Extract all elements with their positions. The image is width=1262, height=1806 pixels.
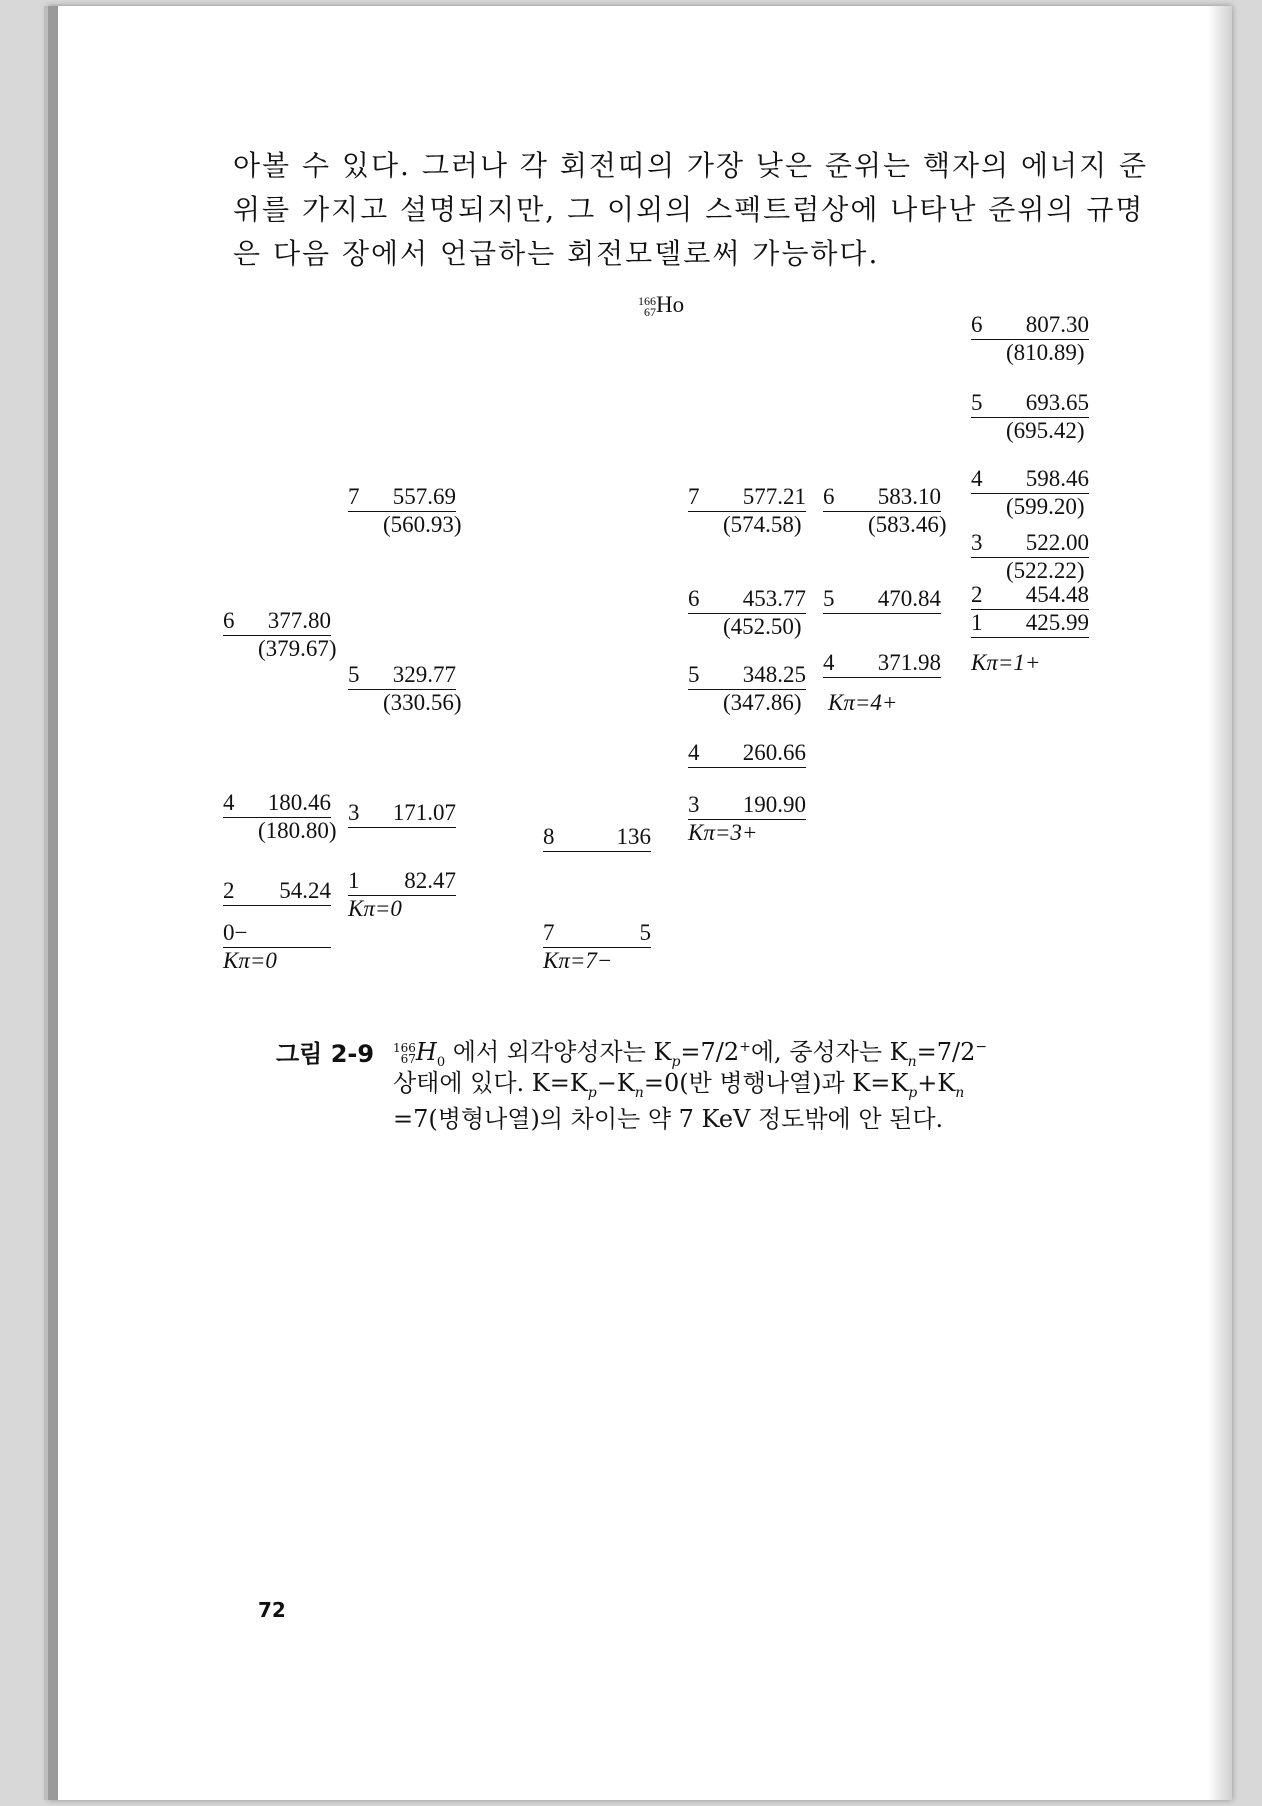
level-b6-1: 1 425.99 — [971, 610, 1089, 638]
calc-b6-5: (695.42) — [1006, 418, 1085, 443]
level-b4-3: 3 190.90 — [688, 792, 806, 820]
nucleus-label — [638, 292, 684, 318]
level-b1-6: 6 377.80 — [223, 608, 331, 636]
calc-b1-6: (379.67) — [258, 636, 337, 661]
level-b4-6: 6 453.77 — [688, 586, 806, 614]
level-b4-7: 7 577.21 — [688, 484, 806, 512]
calc-b6-6: (810.89) — [1006, 340, 1085, 365]
level-b2-5: 5 329.77 — [348, 662, 456, 690]
calc-b4-5: (347.86) — [723, 690, 802, 715]
level-b6-6: 6 807.30 — [971, 312, 1089, 340]
calc-b5-6: (583.46) — [868, 512, 947, 537]
body-line-2: 위를 가지고 설명되지만, 그 이외의 스펙트럼상에 나타난 준위의 규명 — [233, 193, 1145, 226]
level-b2-3: 3 171.07 — [348, 800, 456, 828]
level-b5-4: 4 371.98 — [823, 650, 941, 678]
kpi-b1: Kπ=0 — [223, 948, 277, 973]
calc-b1-4: (180.80) — [258, 818, 337, 843]
level-b3-8: 8 136 — [543, 824, 651, 852]
level-b1-0: 0− — [223, 920, 331, 948]
nucleus-z: 67 — [644, 304, 656, 319]
page-number: 72 — [258, 1598, 286, 1622]
level-b2-1: 1 82.47 — [348, 868, 456, 896]
page-spine-shadow — [48, 6, 58, 1800]
level-b2-7: 7 557.69 — [348, 484, 456, 512]
kpi-b2: Kπ=0 — [348, 896, 402, 921]
caption-line-1: 166 67 $H_0$ 에서 외각양성자는 $K_p=7/2^+$에, 중성자는 $K_n=7/2^-$ — [393, 1038, 988, 1070]
figure-label: 그림 2-9 — [276, 1040, 375, 1068]
calc-b2-5: (330.56) — [383, 690, 462, 715]
level-b4-5: 5 348.25 — [688, 662, 806, 690]
caption-line-2: 상태에 있다. $K=K_p-K_n=0$(반 병행나열)과 $K=K_p+K_n$ — [393, 1069, 965, 1101]
nucleus-symbol: Ho — [656, 292, 685, 317]
page-edge — [1208, 6, 1232, 1800]
level-b1-4: 4 180.46 — [223, 790, 331, 818]
level-b5-5: 5 470.84 — [823, 586, 941, 614]
body-line-3: 은 다음 장에서 언급하는 회전모델로써 가능하다. — [233, 237, 880, 270]
level-b1-2: 2 54.24 — [223, 878, 331, 906]
kpi-b6: Kπ=1+ — [971, 650, 1041, 675]
level-b4-4: 4 260.66 — [688, 740, 806, 768]
nucleus-mass: 166 — [638, 293, 656, 308]
level-b3-7: 7 5 — [543, 920, 651, 948]
kpi-b3: Kπ=7− — [543, 948, 613, 973]
book-page — [48, 6, 1232, 1800]
level-b5-6: 6 583.10 — [823, 484, 941, 512]
calc-b2-7: (560.93) — [383, 512, 462, 537]
level-b6-2: 2 454.48 — [971, 582, 1089, 610]
level-b6-4: 4 598.46 — [971, 466, 1089, 494]
caption-line-3: =7(병형나열)의 차이는 약 7 KeV 정도밖에 안 된다. — [393, 1105, 944, 1133]
calc-b4-7: (574.58) — [723, 512, 802, 537]
kpi-b4: Kπ=3+ — [688, 820, 758, 845]
calc-b4-6: (452.50) — [723, 614, 802, 639]
level-b6-3: 3 522.00 — [971, 530, 1089, 558]
calc-b6-3: (522.22) — [1006, 558, 1085, 583]
level-b6-5: 5 693.65 — [971, 390, 1089, 418]
calc-b6-4: (599.20) — [1006, 494, 1085, 519]
kpi-b5: Kπ=4+ — [828, 690, 898, 715]
body-line-1: 아볼 수 있다. 그러나 각 회전띠의 가장 낮은 준위는 핵자의 에너지 준 — [233, 149, 1149, 182]
